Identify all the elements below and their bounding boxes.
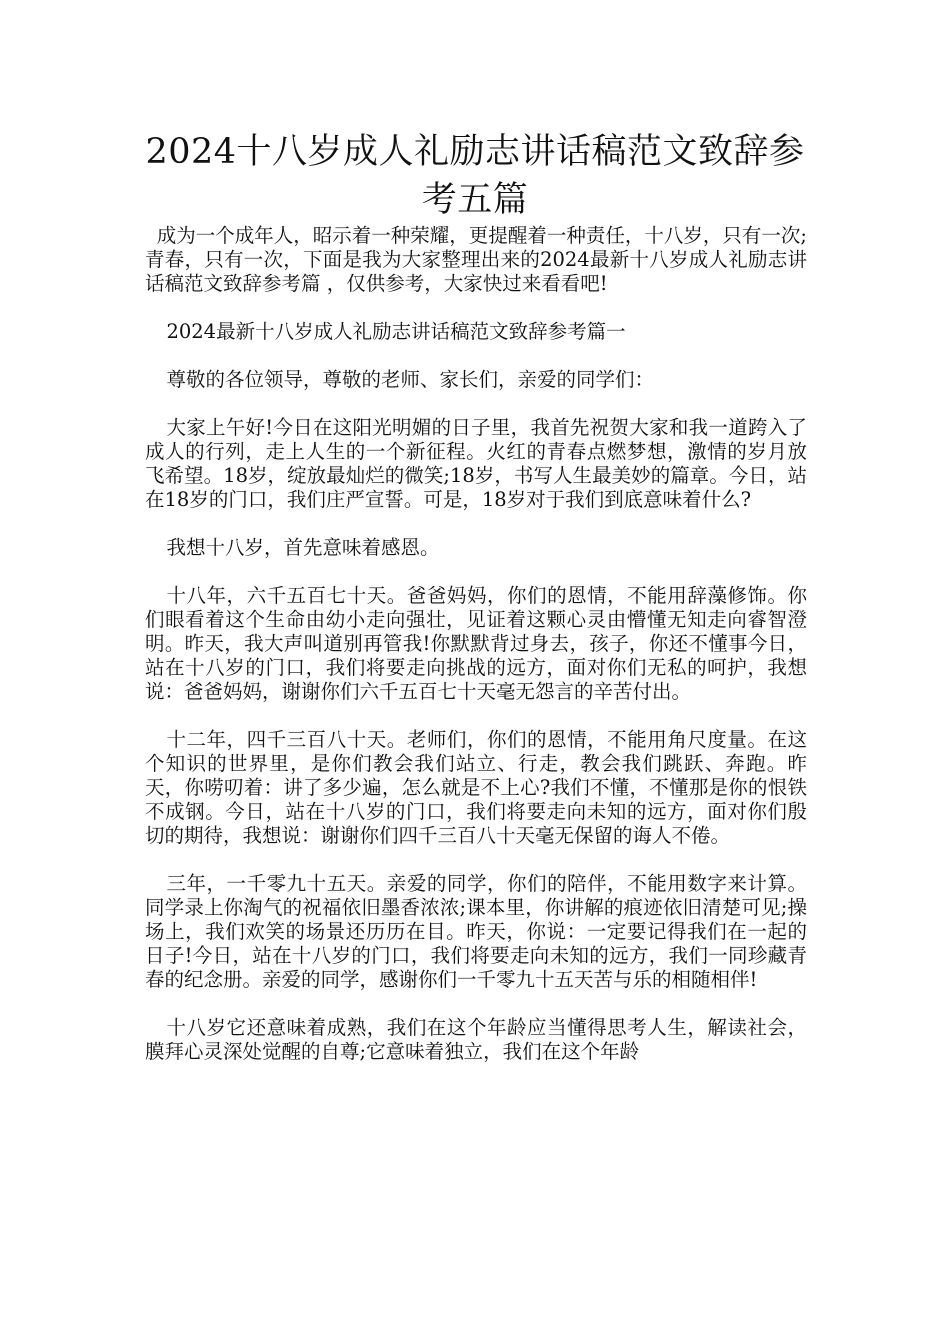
document-body: [145, 224, 807, 1088]
body-paragraph: 十八年，六千五百七十天。爸爸妈妈，你们的恩情，不能用辞藻修饰。你们眼看着这个生命由幼小走向强壮，见证着这颗心灵由懵懂无知走向睿智澄明。昨天，我大声叫道别再管我!你默默背过身去，孩子，你还不懂事今日，站在十八岁的门口，我们将要走向挑战的远方，面对你们无私的呵护，我想说：爸爸妈妈，谢谢你们六千五百七十天毫无怨言的辛苦付出。: [145, 584, 807, 703]
body-paragraph: 大家上午好!今日在这阳光明媚的日子里，我首先祝贺大家和我一道跨入了成人的行列，走上人生的一个新征程。火红的青春点燃梦想，激情的岁月放飞希望。18岁，绽放最灿烂的微笑;18岁，书写人生最美妙的篇章。今日，站在18岁的门口，我们庄严宣誓。可是，18岁对于我们到底意味着什么?: [145, 416, 807, 511]
section-heading: 2024最新十八岁成人礼励志讲话稿范文致辞参考篇一: [166, 320, 626, 343]
body-paragraph: 十八岁它还意味着成熟，我们在这个年龄应当懂得思考人生，解读社会，膜拜心灵深处觉醒的自尊;它意味着独立，我们在这个年龄: [145, 1016, 807, 1063]
document-title: 2024十八岁成人礼励志讲话稿范文致辞参考五篇: [145, 132, 805, 220]
body-paragraph: 我想十八岁，首先意味着感恩。: [166, 536, 440, 559]
intro-paragraph: 成为一个成年人，昭示着一种荣耀，更提醒着一种责任，十八岁，只有一次;青春，只有一次，下面是我为大家整理出来的2024最新十八岁成人礼励志讲话稿范文致辞参考篇 ，仅供参考，大家快过来看看吧!: [145, 224, 807, 295]
body-paragraph: 三年，一千零九十五天。亲爱的同学，你们的陪伴，不能用数字来计算。同学录上你淘气的祝福依旧墨香浓浓;课本里，你讲解的痕迹依旧清楚可见;操场上，我们欢笑的场景还历历在目。昨天，你说：一定要记得我们在一起的日子!今日，站在十八岁的门口，我们将要走向未知的远方，我们一同珍藏青春的纪念册。亲爱的同学，感谢你们一千零九十五天苦与乐的相随相伴!: [145, 872, 807, 991]
body-paragraph: 十二年，四千三百八十天。老师们，你们的恩情，不能用角尺度量。在这个知识的世界里，是你们教会我们站立、行走，教会我们跳跃、奔跑。昨天，你唠叨着：讲了多少遍，怎么就是不上心?我们不懂，不懂那是你的恨铁不成钢。今日，站在十八岁的门口，我们将要走向未知的远方，面对你们殷切的期待，我想说：谢谢你们四千三百八十天毫无保留的诲人不倦。: [145, 728, 807, 847]
salutation-paragraph: 尊敬的各位领导，尊敬的老师、家长们，亲爱的同学们：: [166, 368, 654, 391]
